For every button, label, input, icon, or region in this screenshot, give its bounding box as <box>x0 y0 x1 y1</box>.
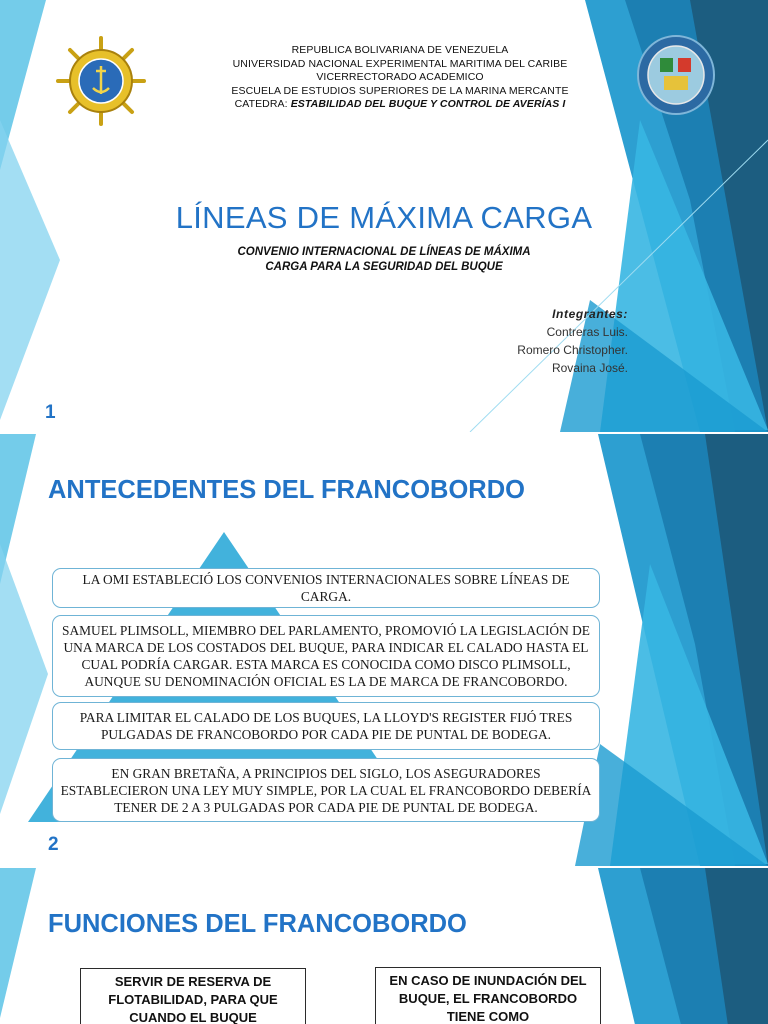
header-line: UNIVERSIDAD NACIONAL EXPERIMENTAL MARITIMA DEL CARIBE <box>232 57 568 70</box>
presentation-title: LÍNEAS DE MÁXIMA CARGA <box>175 200 593 235</box>
members-block <box>517 305 628 377</box>
presentation-subtitle <box>184 245 584 275</box>
member-name: Romero Christopher. <box>517 343 628 357</box>
header-line: ESCUELA DE ESTUDIOS SUPERIORES DE LA MARINA MERCANTE <box>231 84 569 97</box>
header-line: VICERRECTORADO ACADEMICO <box>316 71 484 84</box>
page-number: 1 <box>45 402 56 423</box>
header-line: REPUBLICA BOLIVARIANA DE VENEZUELA <box>291 44 509 56</box>
subtitle-line: CARGA PARA LA SEGURIDAD DEL BUQUE <box>265 261 503 273</box>
member-name: Contreras Luis. <box>546 325 628 339</box>
list-item: LA OMI ESTABLECIÓ LOS CONVENIOS INTERNACIONALES SOBRE LÍNEAS DE CARGA. <box>52 568 600 608</box>
subtitle-line: CONVENIO INTERNACIONAL DE LÍNEAS DE MÁXIMA <box>237 246 531 258</box>
page-number: 2 <box>48 834 59 855</box>
list-item: EN GRAN BRETAÑA, A PRINCIPIOS DEL SIGLO, LOS ASEGURADORES ESTABLECIERON UNA LEY MUY SIMPLE, POR LA CUAL EL FRANCOBORDO DEBERÍA TENER DE 2 A 3 PULGADAS POR CADA PIE DE PUNTAL DE BODEGA. <box>52 758 600 822</box>
function-box: SERVIR DE RESERVA DE FLOTABILIDAD, PARA QUE CUANDO EL BUQUE <box>80 968 306 1024</box>
antecedentes-slide <box>0 434 768 866</box>
university-seal-icon <box>56 36 146 126</box>
members-label: Integrantes: <box>552 307 628 321</box>
member-name: Rovaina José. <box>551 361 628 375</box>
course-line <box>160 98 640 112</box>
funciones-slide <box>0 868 768 1024</box>
section-title: ANTECEDENTES DEL FRANCOBORDO <box>48 476 525 504</box>
list-item: SAMUEL PLIMSOLL, MIEMBRO DEL PARLAMENTO, PROMOVIÓ LA LEGISLACIÓN DE UNA MARCA DE LOS COSTADOS DEL BUQUE, PARA INDICAR EL CALADO HASTA EL CUAL PODRÍA CARGAR. ESTA MARCA ES CONOCIDA COMO DISCO PLIMSOLL, AUNQUE SU DENOMINACIÓN OFICIAL ES LA DE MARCA DE FRANCOBORDO. <box>52 615 600 697</box>
section-title: FUNCIONES DEL FRANCOBORDO <box>48 910 467 938</box>
course-name: ESTABILIDAD DEL BUQUE Y CONTROL DE AVERÍAS I <box>290 98 566 111</box>
list-item: PARA LIMITAR EL CALADO DE LOS BUQUES, LA LLOYD'S REGISTER FIJÓ TRES PULGADAS DE FRANCOBORDO POR CADA PIE DE PUNTAL DE BODEGA. <box>52 702 600 750</box>
institution-header <box>160 44 640 112</box>
course-prefix: CATEDRA: <box>234 98 291 111</box>
school-crest-icon <box>636 34 716 116</box>
function-box: EN CASO DE INUNDACIÓN DEL BUQUE, EL FRANCOBORDO TIENE COMO <box>375 967 601 1024</box>
title-slide <box>0 0 768 432</box>
